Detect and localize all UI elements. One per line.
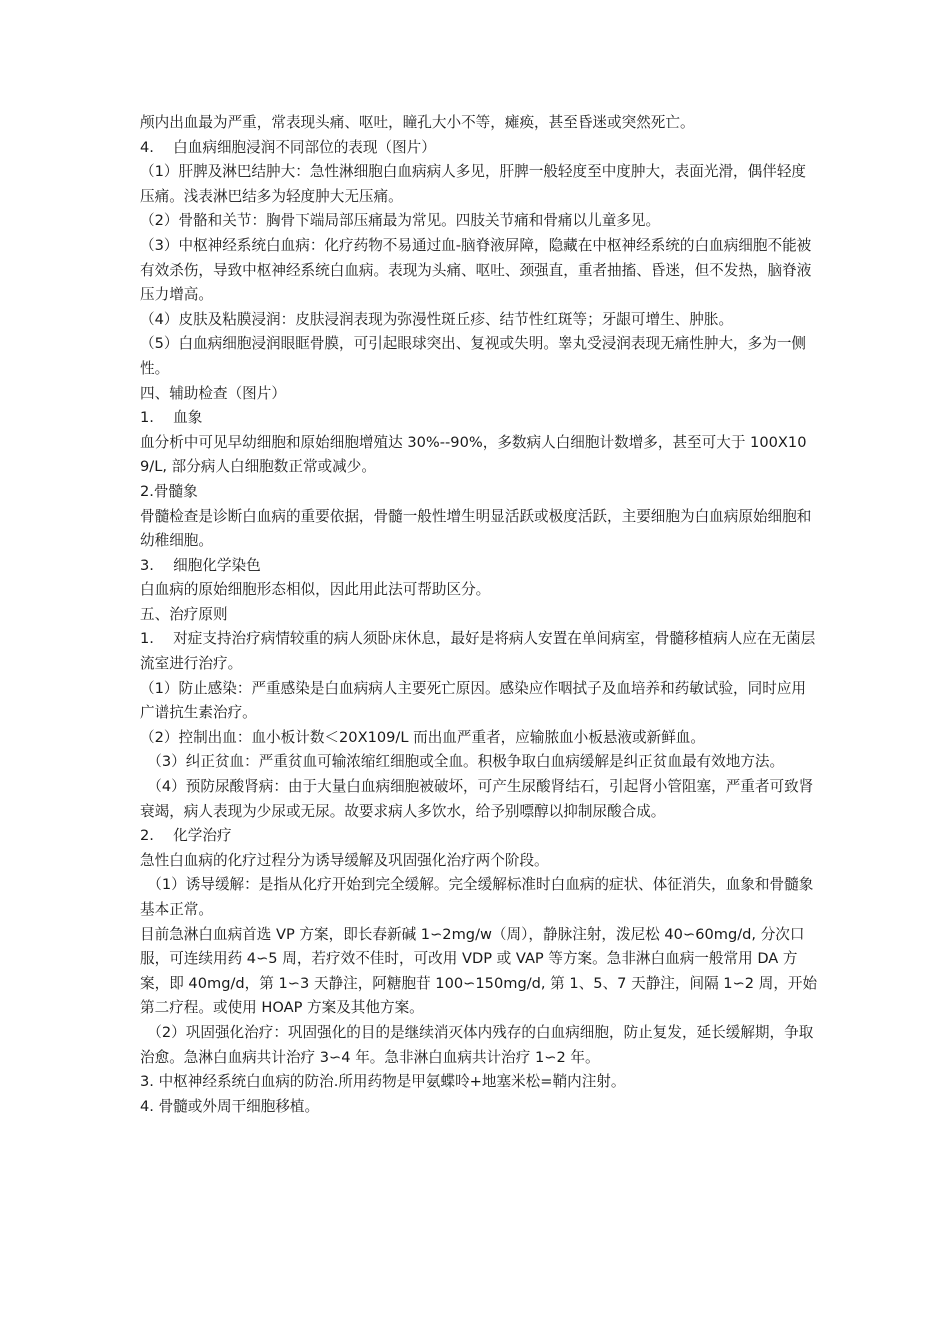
paragraph-bones-joints: （2）骨骼和关节：胸骨下端局部压痛最为常见。四肢关节痛和骨痛以儿童多见。 — [140, 212, 661, 230]
heading-blood-picture: 1. 血象 — [140, 409, 203, 427]
paragraph-orbit-testis: （5）白血病细胞浸润眼眶骨膜，可引起眼球突出、复视或失明。睾丸受浸润表现无痛性肿大，多为一侧性。 — [140, 335, 807, 377]
paragraph-cns-prevention: 3. 中枢神经系统白血病的防治.所用药物是甲氨蝶呤+地塞米松=鞘内注射。 — [140, 1073, 626, 1091]
document-body — [140, 111, 820, 1119]
paragraph-cns-leukemia: （3）中枢神经系统白血病：化疗药物不易通过血-脑脊液屏障，隐藏在中枢神经系统的白血病细胞不能被有效杀伤，导致中枢神经系统白血病。表现为头痛、呕吐、颈强直，重者抽搐、昏迷，但不发热，脑脊液压力增高。 — [140, 236, 812, 304]
heading-infiltration-manifestations: 4. 白血病细胞浸润不同部位的表现（图片） — [140, 138, 436, 156]
paragraph-stem-cell-transplant: 4. 骨髓或外周干细胞移植。 — [140, 1097, 320, 1115]
paragraph-bone-marrow-exam: 骨髓检查是诊断白血病的重要依据，骨髓一般性增生明显活跃或极度活跃，主要细胞为白血病原始细胞和幼稚细胞。 — [140, 507, 812, 550]
paragraph-chemotherapy-stages: 急性白血病的化疗过程分为诱导缓解及巩固强化治疗两个阶段。 — [140, 851, 549, 869]
paragraph-correct-anemia: （3）纠正贫血：严重贫血可输浓缩红细胞或全血。积极争取白血病缓解是纠正贫血最有效地方法。 — [140, 753, 785, 771]
section-heading-treatment-principles: 五、治疗原则 — [140, 605, 228, 623]
heading-bone-marrow: 2.骨髓象 — [140, 482, 198, 500]
paragraph-control-bleeding: （2）控制出血：血小板计数＜20X109/L 而出血严重者，应输脓血小板悬液或新鲜血。 — [140, 728, 705, 746]
heading-cytochemical-staining: 3. 细胞化学染色 — [140, 556, 261, 574]
paragraph-supportive-treatment: 1. 对症支持治疗病情较重的病人须卧床休息，最好是将病人安置在单间病室，骨髓移植病人应在无菌层流室进行治疗。 — [140, 630, 816, 673]
paragraph-prevent-infection: （1）防止感染：严重感染是白血病病人主要死亡原因。感染应作咽拭子及血培养和药敏试验，同时应用广谱抗生素治疗。 — [140, 679, 807, 722]
paragraph-induction-remission: （1）诱导缓解：是指从化疗开始到完全缓解。完全缓解标准时白血病的症状、体征消失，血象和骨髓象基本正常。 — [140, 876, 814, 918]
paragraph-regimens: 目前急淋白血病首选 VP 方案，即长春新碱 1∽2mg/w（周），静脉注射，泼尼松 40∽60mg/d, 分次口服，可连续用药 4∽5 周，若疗效不佳时，可改用 VDP 或 VAP 等方案。急非淋白血病一般常用 DA 方案，即 40mg/d，第 1∽3 天静注，阿糖胞苷 100∽150mg/d, 第 1、5、7 天静注，间隔 1∽2 周，开始第二疗程。或使用 HOAP 方案及其他方案。 — [140, 925, 818, 1017]
section-heading-auxiliary-exams: 四、辅助检查（图片） — [140, 384, 286, 402]
paragraph-cytochemical-staining: 白血病的原始细胞形态相似，因此用此法可帮助区分。 — [140, 581, 491, 599]
paragraph-intracranial-hemorrhage: 颅内出血最为严重，常表现头痛、呕吐，瞳孔大小不等，瘫痪，甚至昏迷或突然死亡。 — [140, 114, 695, 131]
paragraph-skin-mucosa: （4）皮肤及粘膜浸润：皮肤浸润表现为弥漫性斑丘疹、结节性红斑等；牙龈可增生、肿胀。 — [140, 310, 734, 328]
paragraph-liver-spleen-lymph: （1）肝脾及淋巴结肿大：急性淋细胞白血病病人多见，肝脾一般轻度至中度肿大，表面光滑，偶伴轻度压痛。浅表淋巴结多为轻度肿大无压痛。 — [140, 163, 807, 205]
paragraph-consolidation: （2）巩固强化治疗：巩固强化的目的是继续消灭体内残存的白血病细胞，防止复发，延长缓解期，争取治愈。急淋白血病共计治疗 3∽4 年。急非淋白血病共计治疗 1∽2 年。 — [140, 1023, 814, 1066]
heading-chemotherapy: 2. 化学治疗 — [140, 827, 232, 845]
paragraph-blood-analysis: 血分析中可见早幼细胞和原始细胞增殖达 30%--90%，多数病人白细胞计数增多，甚至可大于 100X109/L, 部分病人白细胞数正常或减少。 — [140, 433, 807, 476]
paragraph-uric-acid-nephropathy: （4）预防尿酸肾病：由于大量白血病细胞被破坏，可产生尿酸肾结石，引起肾小管阻塞，严重者可致肾衰竭，病人表现为少尿或无尿。故要求病人多饮水，给予别嘌醇以抑制尿酸合成。 — [140, 778, 814, 820]
